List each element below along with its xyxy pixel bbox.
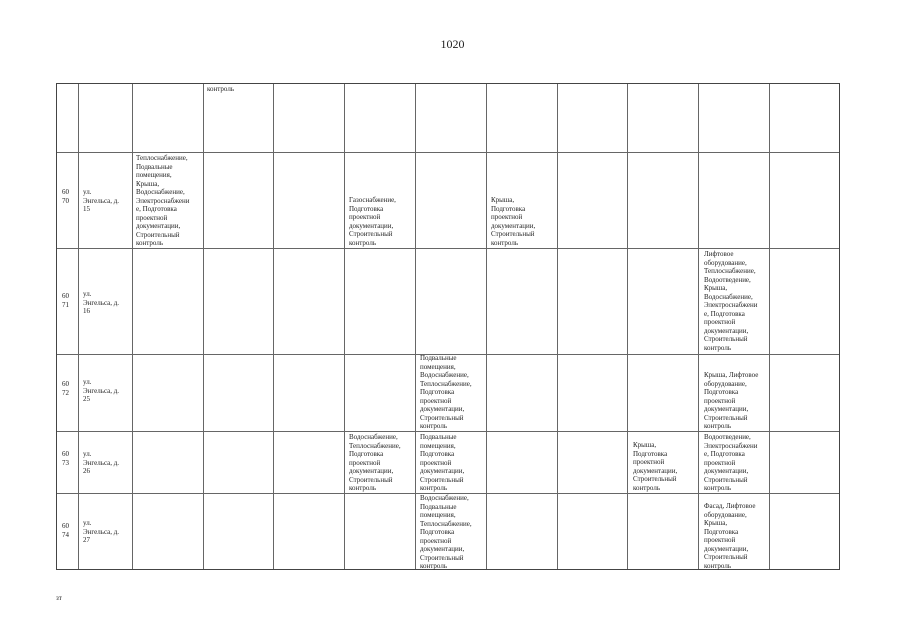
col-line	[203, 84, 204, 569]
work-cell: Фасад, Лифтовое оборудование, Крыша, Подготовка проектной документации, Строительный контроль	[704, 502, 756, 570]
col-line	[486, 84, 487, 569]
row-address: ул. Энгельса, д. 27	[83, 519, 120, 544]
col-line	[557, 84, 558, 569]
col-line	[132, 84, 133, 569]
row-line	[57, 431, 839, 432]
work-cell: Крыша, Подготовка проектной документации, Строительный контроль	[491, 196, 536, 247]
work-cell: Водоотведение, Электроснабжени е, Подготовка проектной документации, Строительный контроль	[704, 433, 758, 492]
row-number: 60 72	[62, 380, 69, 397]
col-line	[78, 84, 79, 569]
work-cell: Крыша, Подготовка проектной документации, Строительный контроль	[633, 441, 678, 492]
row-line	[57, 152, 839, 153]
page-number: 1020	[440, 37, 465, 51]
footer-mark: зт	[56, 594, 62, 602]
work-cell: Крыша, Лифтовое оборудование, Подготовка проектной документации, Строительный контроль	[704, 371, 759, 430]
row-address: ул. Энгельса, д. 26	[83, 450, 120, 475]
row-number: 60 74	[62, 522, 69, 539]
work-cell: Водоснабжение, Подвальные помещения, Теплоснабжение, Подготовка проектной документации, Строительный контроль	[420, 494, 472, 570]
col-line	[344, 84, 345, 569]
row-number: 60 73	[62, 450, 69, 467]
row-line	[57, 248, 839, 249]
work-cell: Теплоснабжение, Подвальные помещения, Крыша, Водоснабжение, Электроснабжени е, Подготовка проектной документации, Строительный контроль	[136, 154, 190, 247]
work-cell: Подвальные помещения, Подготовка проектной документации, Строительный контроль	[420, 433, 465, 492]
col-line	[273, 84, 274, 569]
col-line	[415, 84, 416, 569]
row-address: ул. Энгельса, д. 25	[83, 378, 120, 403]
work-cell: Водоснабжение, Теплоснабжение, Подготовка проектной документации, Строительный контроль	[349, 433, 401, 492]
row-number: 60 71	[62, 292, 69, 309]
work-cell: Газоснабжение, Подготовка проектной документации, Строительный контроль	[349, 196, 396, 247]
col-line	[627, 84, 628, 569]
works-table	[56, 83, 840, 570]
work-cell: Подвальные помещения, Водоснабжение, Теплоснабжение, Подготовка проектной документации, Строительный контроль	[420, 354, 472, 430]
work-cell: Лифтовое оборудование, Теплоснабжение, Водоотведение, Крыша, Водоснабжение, Электроснабжени е, Подготовка проектной документации, Строительный контроль	[704, 250, 758, 352]
row-address: ул. Энгельса, д. 15	[83, 188, 120, 213]
row-address: ул. Энгельса, д. 16	[83, 290, 120, 315]
row-number: 60 70	[62, 188, 69, 205]
header-cell-text: контроль	[207, 85, 235, 93]
col-line	[698, 84, 699, 569]
